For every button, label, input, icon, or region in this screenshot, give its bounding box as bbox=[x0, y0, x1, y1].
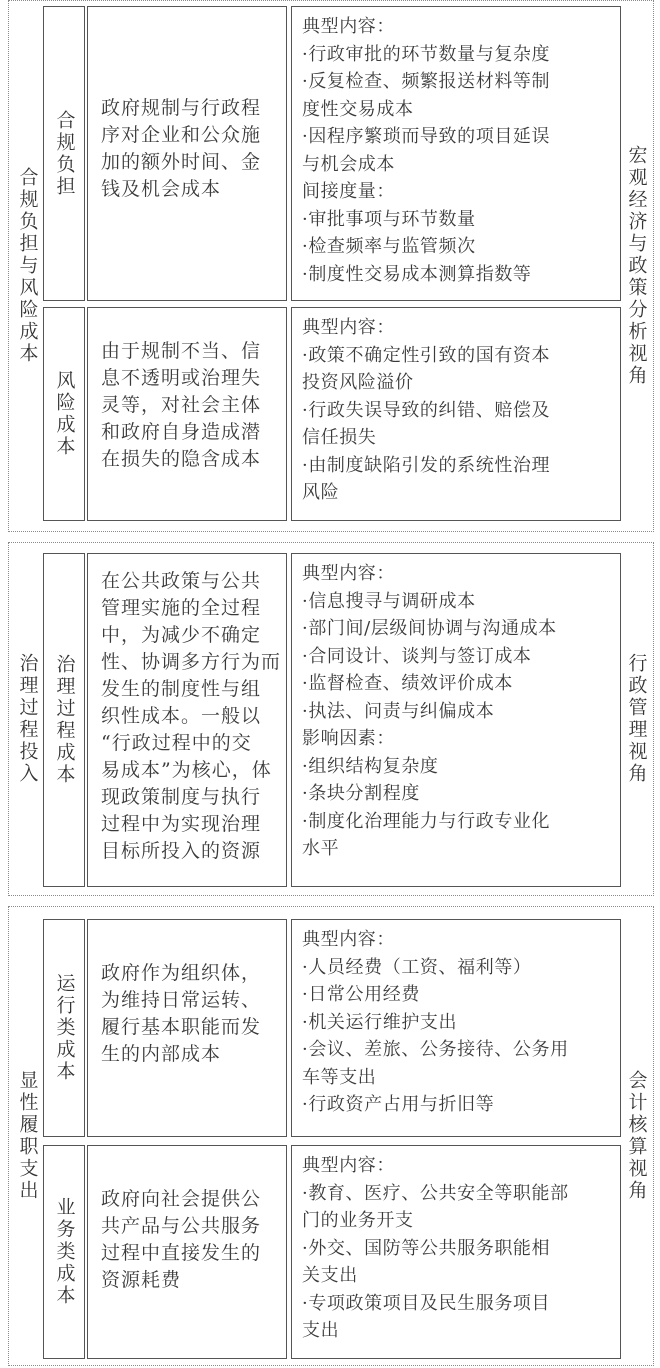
text-line: 过程中直接发生的 bbox=[101, 1242, 262, 1264]
perspective-label bbox=[621, 543, 651, 895]
text-line: 投资风险溢价 bbox=[302, 372, 414, 393]
text-line: ·政策不确定性引致的国有资本 bbox=[302, 344, 551, 366]
text-line: 序对企业和公众施 bbox=[101, 124, 262, 146]
subcategory-business-cost bbox=[43, 1145, 85, 1359]
text-line: 共产品与公共服务 bbox=[101, 1215, 262, 1237]
text-line: 关支出 bbox=[302, 1265, 358, 1286]
text-line: 在公共政策与公共 bbox=[101, 570, 262, 592]
text-line: 典型内容： bbox=[302, 929, 395, 950]
category-label bbox=[12, 543, 42, 895]
text-line: ·行政失误导致的纠错、赔偿及 bbox=[302, 399, 551, 421]
subcategory-operating-cost bbox=[43, 919, 85, 1137]
text-line: ·因程序繁琐而导致的项目延误 bbox=[302, 126, 551, 147]
text-line: ·执法、问责与纠偏成本 bbox=[302, 700, 495, 722]
text-line: 政府向社会提供公 bbox=[101, 1188, 262, 1210]
text-line: 由于规制不当、信 bbox=[101, 340, 262, 362]
text-line: 与机会成本 bbox=[302, 153, 395, 175]
text-line: 性、协调多方行为而 bbox=[101, 651, 282, 673]
text-line: 门的业务开支 bbox=[302, 1210, 414, 1231]
content-risk-cost bbox=[291, 307, 621, 521]
subcategory-governance-process-cost bbox=[43, 553, 85, 887]
description-risk-cost bbox=[87, 307, 287, 521]
text-line: ·会议、差旅、公务接待、公务用 bbox=[302, 1039, 569, 1060]
text-line: 风险 bbox=[302, 482, 340, 503]
text-line: 和政府自身造成潜 bbox=[101, 421, 262, 443]
text-line: 过程中为实现治理 bbox=[101, 813, 262, 835]
category-label bbox=[12, 1, 42, 531]
text-line: ·检查频率与监管频次 bbox=[302, 236, 476, 257]
text-line: 加的额外时间、金 bbox=[101, 151, 262, 173]
text-line: 政府作为组织体， bbox=[101, 962, 262, 984]
text-line: 支出 bbox=[302, 1320, 340, 1341]
vertical-text: 会计核算视角 bbox=[625, 1070, 648, 1202]
vertical-text: 显性履职支出 bbox=[16, 1070, 39, 1202]
text-line: ·监督检查、绩效评价成本 bbox=[302, 673, 513, 694]
text-line: 管理实施的全过程 bbox=[101, 597, 262, 619]
group-governance-process bbox=[8, 542, 654, 896]
vertical-text: 运行类成本 bbox=[53, 973, 76, 1083]
description-governance-process-cost bbox=[87, 553, 287, 887]
text-line: 履行基本职能而发 bbox=[101, 1016, 262, 1038]
text-line: ·反复检查、频繁报送材料等制 bbox=[302, 71, 551, 92]
text-line: 中，为减少不确定 bbox=[101, 624, 262, 646]
content-business-cost bbox=[291, 1145, 621, 1359]
text-line: 织性成本。一般以 bbox=[101, 705, 262, 727]
subcategory-compliance-burden bbox=[43, 6, 85, 301]
vertical-text: 风险成本 bbox=[53, 370, 76, 458]
category-label bbox=[12, 907, 42, 1365]
text-line: 车等支出 bbox=[302, 1066, 377, 1088]
text-line: ·专项政策项目及民生服务项目 bbox=[302, 1292, 551, 1314]
text-line: ·教育、医疗、公共安全等职能部 bbox=[302, 1182, 569, 1204]
text-line: “行政过程中的交 bbox=[101, 732, 252, 754]
text-line: ·审批事项与环节数量 bbox=[302, 208, 476, 230]
text-line: ·日常公用经费 bbox=[302, 984, 420, 1005]
text-line: 生的内部成本 bbox=[101, 1043, 222, 1065]
text-line: 度性交易成本 bbox=[302, 98, 414, 120]
text-line: 在损失的隐含成本 bbox=[101, 448, 262, 470]
text-line: 典型内容： bbox=[302, 317, 395, 338]
content-governance-process-cost bbox=[291, 553, 621, 887]
subcategory-risk-cost bbox=[43, 307, 85, 521]
perspective-label bbox=[621, 1, 651, 531]
text-line: 典型内容： bbox=[302, 563, 395, 584]
perspective-label bbox=[621, 907, 651, 1365]
text-line: ·制度性交易成本测算指数等 bbox=[302, 263, 532, 285]
vertical-text: 合规负担与风险成本 bbox=[16, 167, 39, 365]
text-line: 灵等，对社会主体 bbox=[101, 394, 262, 416]
text-line: 政府规制与行政程 bbox=[101, 97, 262, 119]
vertical-text: 业务类成本 bbox=[53, 1197, 76, 1307]
text-line: 影响因素： bbox=[302, 728, 395, 749]
text-line: 钱及机会成本 bbox=[101, 178, 222, 200]
group-compliance-risk bbox=[8, 0, 654, 532]
text-line: ·行政审批的环节数量与复杂度 bbox=[302, 43, 551, 65]
text-line: 目标所投入的资源 bbox=[101, 840, 262, 862]
text-line: 现政策制度与执行 bbox=[101, 786, 262, 808]
content-operating-cost bbox=[291, 919, 621, 1137]
text-line: 发生的制度性与组 bbox=[101, 678, 262, 700]
text-line: ·信息搜寻与调研成本 bbox=[302, 590, 476, 612]
description-business-cost bbox=[87, 1145, 287, 1359]
text-line: ·制度化治理能力与行政专业化 bbox=[302, 810, 551, 832]
text-line: 息不透明或治理失 bbox=[101, 367, 262, 389]
text-line: 间接度量： bbox=[302, 181, 395, 202]
text-line: ·机关运行维护支出 bbox=[302, 1011, 458, 1033]
text-line: 资源耗费 bbox=[101, 1269, 182, 1291]
text-line: ·行政资产占用与折旧等 bbox=[302, 1094, 495, 1115]
text-line: ·由制度缺陷引发的系统性治理 bbox=[302, 454, 551, 476]
content-compliance-burden bbox=[291, 6, 621, 301]
description-operating-cost bbox=[87, 919, 287, 1137]
text-line: ·外交、国防等公共服务职能相 bbox=[302, 1237, 551, 1259]
vertical-text: 合规负担 bbox=[53, 109, 76, 198]
text-line: 为维持日常运转、 bbox=[101, 989, 262, 1011]
text-line: 水平 bbox=[302, 838, 340, 859]
vertical-text: 行政管理视角 bbox=[625, 653, 648, 785]
vertical-text: 治理过程成本 bbox=[53, 654, 76, 786]
text-line: ·条块分割程度 bbox=[302, 783, 420, 804]
text-line: 典型内容： bbox=[302, 1155, 395, 1176]
group-explicit-expenditure bbox=[8, 906, 654, 1366]
text-line: ·组织结构复杂度 bbox=[302, 755, 439, 777]
text-line: 信任损失 bbox=[302, 427, 377, 448]
text-line: ·部门间/层级间协调与沟通成本 bbox=[302, 618, 557, 639]
vertical-text: 宏观经济与政策分析视角 bbox=[625, 145, 648, 387]
text-line: ·人员经费（工资、福利等） bbox=[302, 956, 532, 978]
description-compliance-burden bbox=[87, 6, 287, 301]
text-line: 易成本”为核心，体 bbox=[101, 759, 272, 781]
text-line: 典型内容： bbox=[302, 16, 395, 37]
text-line: ·合同设计、谈判与签订成本 bbox=[302, 645, 532, 667]
vertical-text: 治理过程投入 bbox=[16, 653, 39, 785]
